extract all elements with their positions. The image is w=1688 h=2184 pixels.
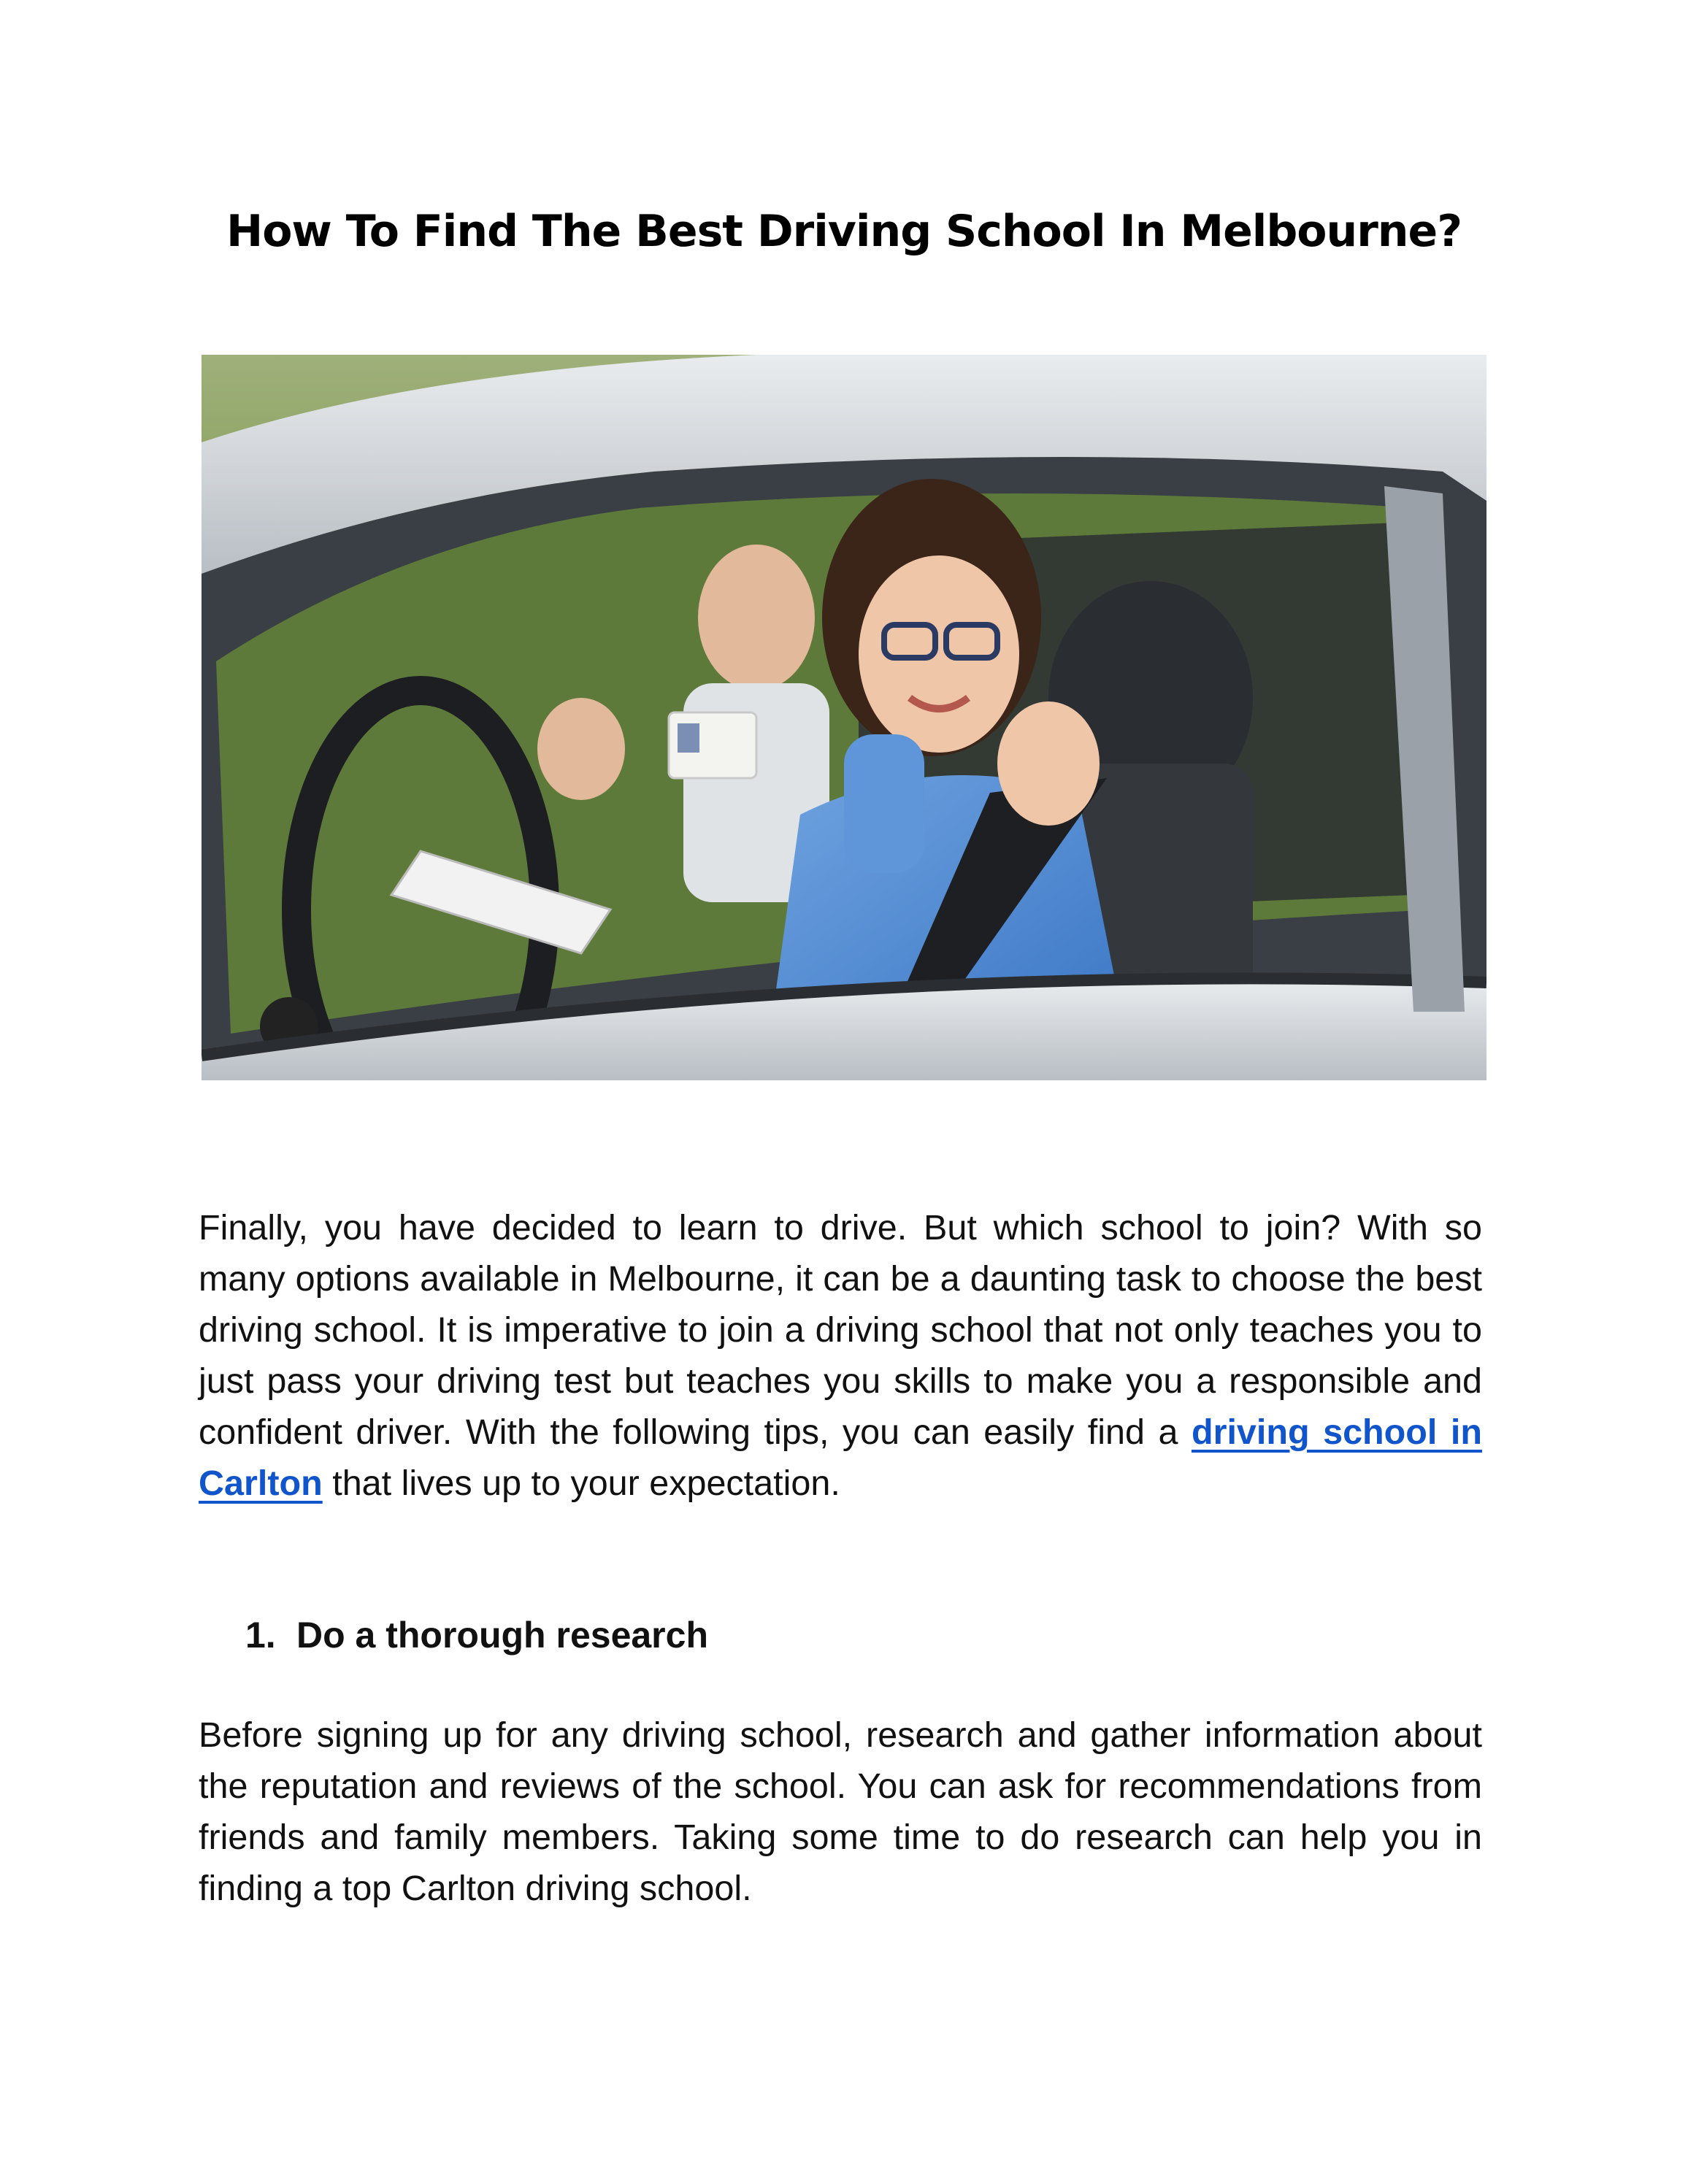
section-body-research: Before signing up for any driving school, research and gather information about the reputation and reviews of the school. You can ask for recommendations from friends and family members. Taking some time to do research can help you in finding a top Carlton driving school. xyxy=(199,1715,1482,1908)
intro-text-after-link: that lives up to your expectation. xyxy=(322,1464,840,1503)
page-title: How To Find The Best Driving School In Melbourne? xyxy=(226,206,1462,257)
section-heading-research xyxy=(245,1610,708,1661)
section-number: 1. xyxy=(245,1615,276,1656)
intro-paragraph xyxy=(199,1202,1482,1509)
photo-driving-lesson-car-icon xyxy=(202,355,1486,1080)
driving-school-carlton-link[interactable]: driving school in Carlton xyxy=(199,1412,1482,1503)
hero-image xyxy=(202,355,1486,1080)
intro-text-before-link: Finally, you have decided to learn to drive. But which school to join? With so many options available in Melbourne, it can be a daunting task to choose the best driving school. It is imperative to join a driving school that not only teaches you to just pass your driving test but teaches you skills to make you a responsible and confident driver. With the following tips, you can easily find a xyxy=(199,1208,1482,1452)
section-title: Do a thorough research xyxy=(296,1615,708,1656)
